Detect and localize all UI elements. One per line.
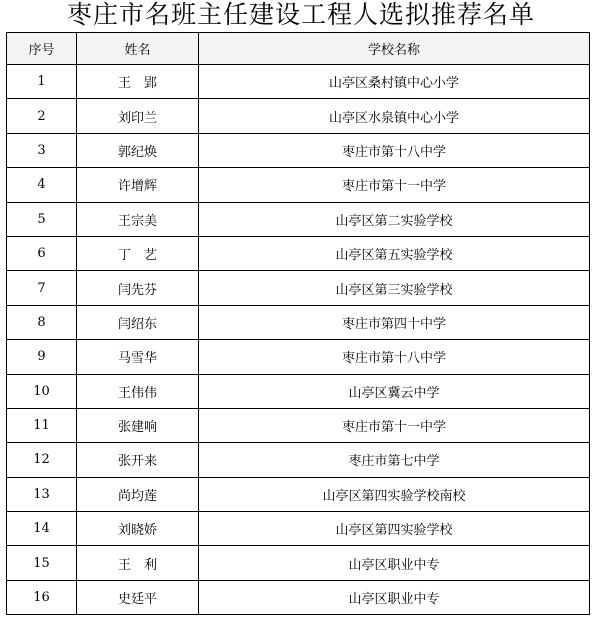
table-row (7, 443, 590, 477)
row-number-cell: 13 (7, 477, 77, 511)
row-number-cell: 4 (7, 168, 77, 202)
row-school-cell: 山亭区第四实验学校 (199, 512, 590, 546)
row-number-cell: 14 (7, 512, 77, 546)
row-number-cell: 8 (7, 305, 77, 339)
table-row (7, 133, 590, 167)
table-row (7, 512, 590, 546)
row-school-cell: 山亭区职业中专 (199, 580, 590, 614)
table-row (7, 546, 590, 580)
row-name-cell: 丁 艺 (77, 236, 199, 270)
row-name-cell: 刘印兰 (77, 99, 199, 133)
row-school-cell: 枣庄市第十一中学 (199, 168, 590, 202)
row-school-cell: 山亭区桑村镇中心小学 (199, 65, 590, 99)
row-name-cell: 王 郢 (77, 65, 199, 99)
row-name-cell: 许增辉 (77, 168, 199, 202)
row-number-cell: 9 (7, 340, 77, 374)
row-school-cell: 枣庄市第十八中学 (199, 133, 590, 167)
table-body (7, 65, 590, 615)
row-name-cell: 王宗美 (77, 202, 199, 236)
row-number-cell: 15 (7, 546, 77, 580)
row-name-cell: 张开来 (77, 443, 199, 477)
table-row (7, 202, 590, 236)
row-number-cell: 2 (7, 99, 77, 133)
table-row (7, 168, 590, 202)
row-school-cell: 山亭区水泉镇中心小学 (199, 99, 590, 133)
table-row (7, 340, 590, 374)
row-name-cell: 尚均莲 (77, 477, 199, 511)
row-school-cell: 山亭区冀云中学 (199, 374, 590, 408)
row-school-cell: 山亭区第四实验学校南校 (199, 477, 590, 511)
table-header-row (7, 33, 590, 65)
row-name-cell: 郭纪焕 (77, 133, 199, 167)
row-school-cell: 山亭区第五实验学校 (199, 236, 590, 270)
page-title: 枣庄市名班主任建设工程人选拟推荐名单 (66, 0, 535, 29)
row-number-cell: 12 (7, 443, 77, 477)
row-name-cell: 马雪华 (77, 340, 199, 374)
header-name: 姓名 (77, 33, 199, 65)
row-name-cell: 闫先芬 (77, 271, 199, 305)
row-school-cell: 枣庄市第七中学 (199, 443, 590, 477)
row-number-cell: 11 (7, 408, 77, 442)
table-row (7, 271, 590, 305)
row-school-cell: 枣庄市第四十中学 (199, 305, 590, 339)
table-row (7, 236, 590, 270)
table-row (7, 374, 590, 408)
table-row (7, 408, 590, 442)
row-number-cell: 16 (7, 580, 77, 614)
row-name-cell: 刘晓娇 (77, 512, 199, 546)
row-school-cell: 枣庄市第十一中学 (199, 408, 590, 442)
row-number-cell: 5 (7, 202, 77, 236)
row-school-cell: 山亭区第三实验学校 (199, 271, 590, 305)
table-row (7, 99, 590, 133)
row-number-cell: 6 (7, 236, 77, 270)
row-school-cell: 枣庄市第十八中学 (199, 340, 590, 374)
row-name-cell: 王伟伟 (77, 374, 199, 408)
row-number-cell: 1 (7, 65, 77, 99)
table-row (7, 305, 590, 339)
table-row (7, 65, 590, 99)
table-row (7, 580, 590, 614)
row-name-cell: 闫绍东 (77, 305, 199, 339)
row-number-cell: 10 (7, 374, 77, 408)
row-name-cell: 张建响 (77, 408, 199, 442)
header-number: 序号 (7, 33, 77, 65)
table-row (7, 477, 590, 511)
row-number-cell: 7 (7, 271, 77, 305)
recommendation-table (6, 32, 590, 615)
row-school-cell: 山亭区职业中专 (199, 546, 590, 580)
row-number-cell: 3 (7, 133, 77, 167)
header-school: 学校名称 (199, 33, 590, 65)
row-name-cell: 王 利 (77, 546, 199, 580)
row-name-cell: 史廷平 (77, 580, 199, 614)
row-school-cell: 山亭区第二实验学校 (199, 202, 590, 236)
